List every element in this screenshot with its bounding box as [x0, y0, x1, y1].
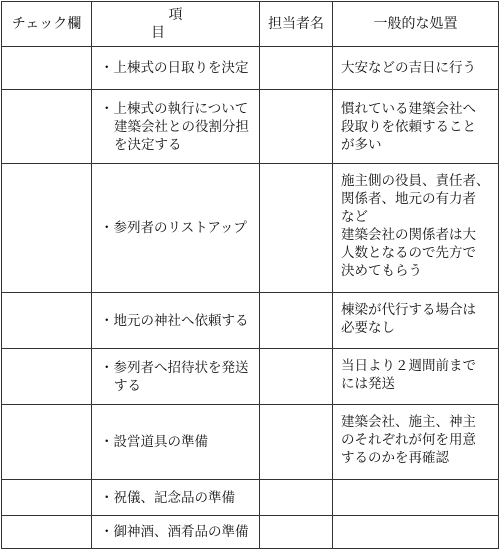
header-check: チェック欄 — [2, 2, 92, 47]
item-cell — [92, 516, 260, 549]
table-row — [2, 349, 499, 405]
owner-cell[interactable] — [260, 480, 333, 516]
practice-line: が多い — [341, 136, 382, 153]
item-line: ・祝儀、記念品の準備 — [100, 489, 235, 506]
practice-line: 決めてもらう — [341, 263, 422, 279]
practice-line: 段取りを依頼すること — [341, 118, 476, 135]
practice-line: 建築会社、施主、神主 — [341, 414, 476, 430]
table-row — [2, 516, 499, 549]
check-cell[interactable] — [2, 90, 92, 164]
practice-cell — [333, 90, 499, 164]
practice-line: など — [341, 209, 368, 225]
table-row — [2, 293, 499, 349]
owner-cell[interactable] — [260, 516, 333, 549]
table-row — [2, 90, 499, 164]
item-line: ・参列者へ招待状を発送 — [100, 359, 249, 376]
owner-cell[interactable] — [260, 349, 333, 405]
practice-cell — [333, 405, 499, 480]
item-line: ・上棟式の日取りを決定 — [100, 60, 249, 76]
table-row — [2, 405, 499, 480]
item-line: ・上棟式の執行について — [100, 100, 249, 117]
item-cell — [92, 349, 260, 405]
practice-cell — [333, 480, 499, 516]
practice-line: には発送 — [341, 376, 395, 392]
table-row — [2, 480, 499, 516]
header-item — [92, 2, 260, 47]
item-cell — [92, 293, 260, 349]
practice-cell — [333, 164, 499, 293]
practice-line: のそれぞれが何を用意 — [341, 432, 476, 448]
checklist-table — [1, 1, 499, 549]
practice-line: 大安などの吉日に行う — [341, 60, 476, 76]
item-line: ・地元の神社へ依頼する — [100, 312, 249, 329]
owner-cell[interactable] — [260, 90, 333, 164]
item-cell — [92, 480, 260, 516]
item-line: を決定する — [114, 136, 182, 153]
practice-line: 当日より２週間前まで — [341, 358, 476, 374]
practice-line: するのかを再確認 — [341, 450, 449, 466]
check-cell[interactable] — [2, 516, 92, 549]
owner-cell[interactable] — [260, 164, 333, 293]
item-line: ・参列者のリストアップ — [100, 220, 247, 236]
owner-cell[interactable] — [260, 405, 333, 480]
table-row — [2, 164, 499, 293]
practice-line: 人数となるので先方で — [341, 245, 476, 261]
practice-line: 施主側の役員、責任者、 — [341, 173, 490, 189]
practice-cell — [333, 47, 499, 90]
owner-cell[interactable] — [260, 293, 333, 349]
item-line: 建築会社との役割分担 — [114, 118, 249, 135]
practice-line: 必要なし — [341, 320, 395, 336]
check-cell[interactable] — [2, 349, 92, 405]
owner-cell[interactable] — [260, 47, 333, 90]
item-line: ・設営道具の準備 — [100, 434, 208, 450]
practice-cell — [333, 293, 499, 349]
check-cell[interactable] — [2, 293, 92, 349]
header-practice: 一般的な処置 — [333, 2, 499, 47]
practice-line: 慣れている建築会社へ — [341, 100, 476, 117]
header-owner: 担当者名 — [260, 2, 333, 47]
table-row — [2, 47, 499, 90]
item-cell — [92, 47, 260, 90]
practice-cell — [333, 516, 499, 549]
practice-line: 関係者、地元の有力者 — [341, 191, 476, 207]
item-cell — [92, 164, 260, 293]
check-cell[interactable] — [2, 47, 92, 90]
item-line: ・御神酒、酒肴品の準備 — [100, 524, 249, 540]
header-row — [2, 2, 499, 47]
item-cell — [92, 90, 260, 164]
check-cell[interactable] — [2, 164, 92, 293]
practice-cell — [333, 349, 499, 405]
check-cell[interactable] — [2, 405, 92, 480]
header-item-label: 項 目 — [151, 7, 218, 41]
item-line: する — [114, 377, 141, 394]
practice-line: 棟梁が代行する場合は — [341, 302, 476, 318]
practice-line: 建築会社の関係者は大 — [341, 227, 476, 243]
check-cell[interactable] — [2, 480, 92, 516]
item-cell — [92, 405, 260, 480]
